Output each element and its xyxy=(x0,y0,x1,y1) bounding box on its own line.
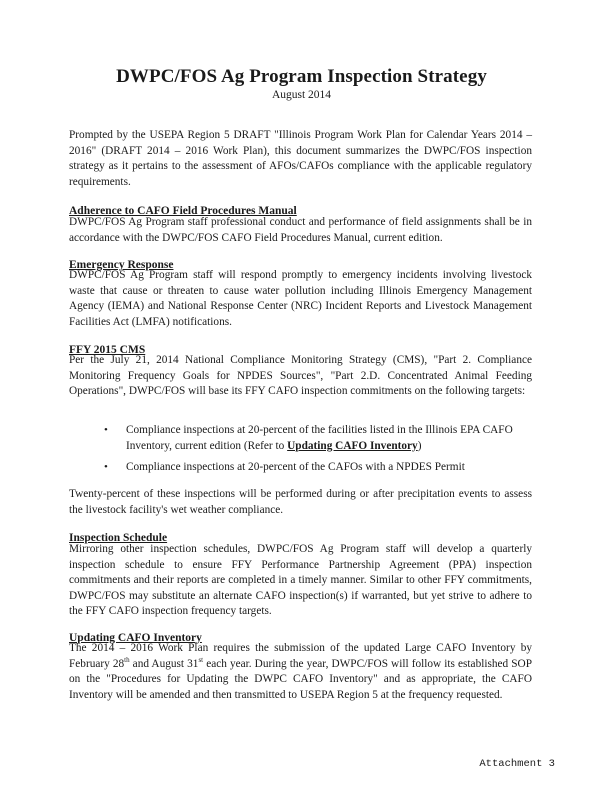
bullet-icon: • xyxy=(104,461,108,473)
bullet-text: Compliance inspections at 20-percent of the CAFOs with a NPDES Permit xyxy=(126,461,465,473)
inventory-text-b: and August 31 xyxy=(129,657,199,670)
section-heading-inventory: Updating CAFO Inventory xyxy=(69,632,202,644)
section-text-schedule: Mirroring other inspection schedules, DWPC/FOS Ag Program staff will develop a quarterly inspection schedule to ensure FFY Performance Partnership Agreement (PPA) inspection commitments and their reports are completed in a timely manner. Similar to other FFY commitments, DWPC/FOS may substitute an alternate CAFO inspection(s) if warranted, but yet strive to adhere to the FFY CAFO inspection frequency targets. xyxy=(69,543,532,618)
inventory-text-a: The 2014 – 2016 Work Plan requires the submission of the updated Large CAFO Inventory by February 28 xyxy=(69,642,532,670)
bullet-text-part: Compliance inspections at 20-percent of the facilities listed in the Illinois EPA CAFO Inventory, current edition (Refer to xyxy=(126,424,513,452)
superscript-st: st xyxy=(198,655,204,664)
inventory-reference: Updating CAFO Inventory xyxy=(287,439,418,452)
intro-paragraph: Prompted by the USEPA Region 5 DRAFT "Illinois Program Work Plan for Calendar Years 2014 – 2016" (DRAFT 2014 – 2016 Work Plan), this document summarizes the DWPC/FOS inspection strategy as it pertains to the assessment of AFOs/CAFOs compliance with the applicable regulatory requirements. xyxy=(69,129,532,188)
document-date: August 2014 xyxy=(271,89,332,101)
section-followup-ffy: Twenty-percent of these inspections will be performed during or after precipitation events to assess the livestock facility's wet weather compliance. xyxy=(69,488,532,516)
section-text-emergency: DWPC/FOS Ag Program staff will respond promptly to emergency incidents involving livestock waste that cause or threaten to cause water pollution including Illinois Emergency Management Agency (IEMA) and National Response Center (NRC) Incident Reports and Livestock Management Facilities Act (LMFA) notifications. xyxy=(69,269,532,328)
attachment-label: Attachment 3 xyxy=(479,758,555,770)
document-title: DWPC/FOS Ag Program Inspection Strategy xyxy=(116,66,487,87)
bullet-icon: • xyxy=(104,424,108,436)
section-heading-ffy: FFY 2015 CMS xyxy=(69,344,146,356)
section-text-manual: DWPC/FOS Ag Program staff professional conduct and performance of field assignments shall be in accordance with the DWPC/FOS CAFO Field Procedures Manual, current edition. xyxy=(69,216,532,244)
section-heading-emergency: Emergency Response xyxy=(69,259,174,271)
section-heading-schedule: Inspection Schedule xyxy=(69,532,168,544)
section-text-inventory xyxy=(69,641,532,703)
section-text-ffy: Per the July 21, 2014 National Compliance Monitoring Strategy (CMS), "Part 2. Compliance Monitoring Frequency Goals for NPDES Sources", "Part 2.D. Concentrated Animal Feeding Operations", DWPC/FOS will base its FFY CAFO inspection commitments on the following targets: xyxy=(69,354,532,398)
bullet-text xyxy=(126,423,534,454)
superscript-th: th xyxy=(124,655,130,664)
bullet-text-end: ) xyxy=(417,439,422,452)
section-heading-manual: Adherence to CAFO Field Procedures Manual xyxy=(69,205,297,217)
inventory-text-c: each year. During the year, DWPC/FOS will follow its established SOP on the "Procedures for Updating the DWPC CAFO Inventory" and as appropriate, the CAFO Inventory will be amended and then transmitted to USEPA Region 5 at the frequency requested. xyxy=(69,657,532,701)
